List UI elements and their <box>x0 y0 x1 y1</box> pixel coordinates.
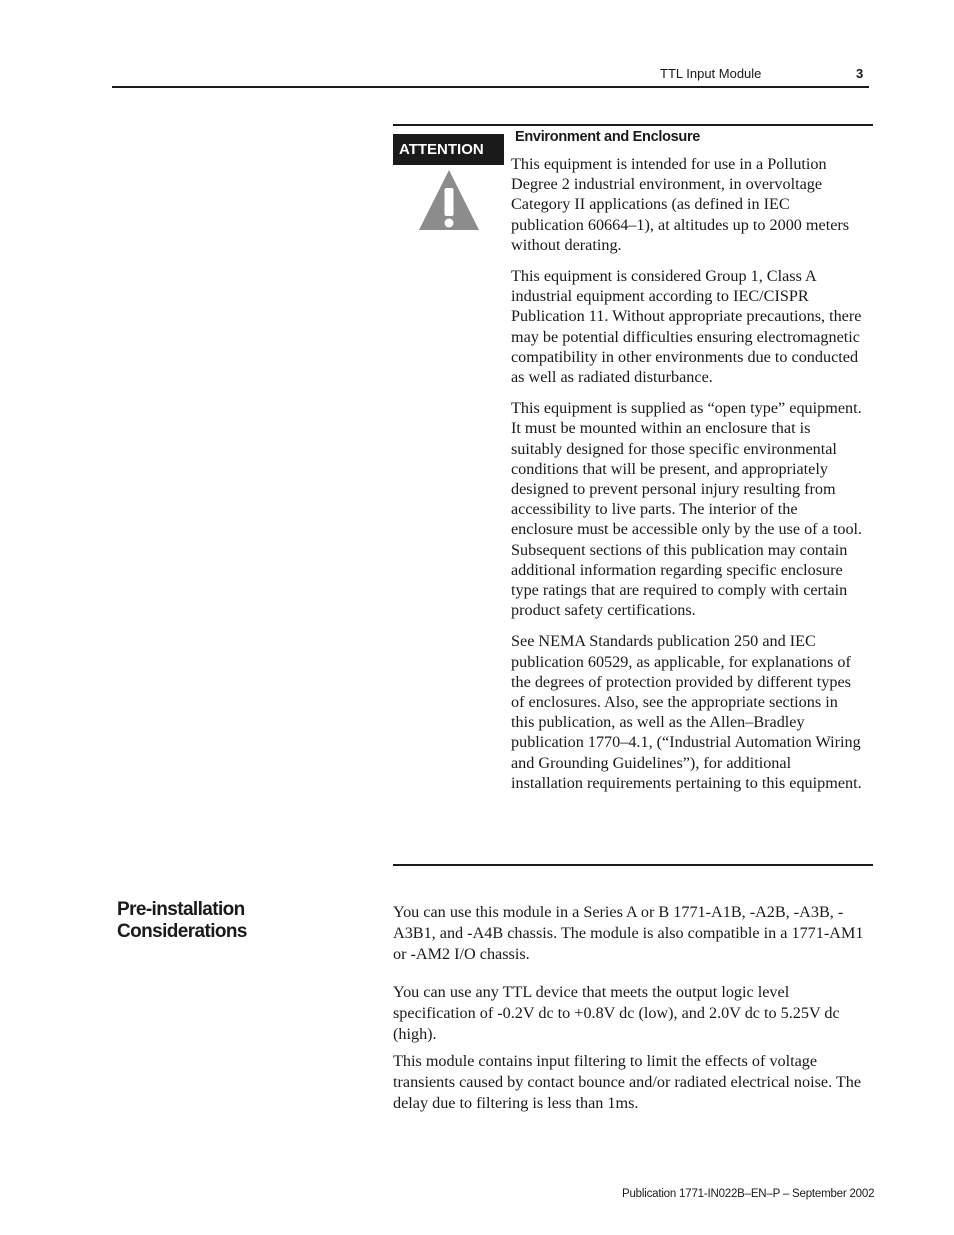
attention-body <box>511 154 863 804</box>
attention-label: ATTENTION <box>393 134 504 165</box>
attention-paragraph: This equipment is supplied as “open type” equipment. It must be mounted within an enclosure that is suitably designed for those specific environmental conditions that will be present, and appropriately designed to prevent personal injury resulting from accessibility to live parts. The interior of the enclosure must be accessible only by the use of a tool. Subsequent sections of this publication may contain additional information regarding specific enclosure type ratings that are required to comply with certain product safety certifications. <box>511 399 863 620</box>
warning-triangle-icon <box>417 168 481 232</box>
attention-paragraph: This equipment is considered Group 1, Class A industrial equipment according to IEC/CISPR Publication 11. Without appropriate precautions, there may be potential difficulties ensuring electromagnetic compatibility in other environments due to conducted as well as radiated disturbance. <box>511 267 862 387</box>
section-heading: Pre-installation Considerations <box>117 899 247 942</box>
running-title: TTL Input Module <box>660 66 762 81</box>
section-paragraph: This module contains input filtering to limit the effects of voltage transients caused by contact bounce and/or radiated electrical noise. The delay due to filtering is less than 1ms. <box>393 1052 862 1112</box>
header-rule <box>112 86 869 88</box>
attention-heading: Environment and Enclosure <box>515 129 701 145</box>
section-paragraph: You can use any TTL device that meets the output logic level specification of -0.2V dc to +0.8V dc (low), and 2.0V dc to 5.25V dc (high). <box>393 983 840 1043</box>
attention-paragraph: See NEMA Standards publication 250 and IEC publication 60529, as applicable, for explanations of the degrees of protection provided by different types of enclosures. Also, see the appropriate sections in this publication, as well as the Allen–Bradley publication 1770–4.1, (“Industrial Automation Wiring and Grounding Guidelines”), for additional installation requirements pertaining to this equipment. <box>511 632 862 792</box>
attention-paragraph: This equipment is intended for use in a Pollution Degree 2 industrial environment, in overvoltage Category II applications (as defined in IEC publication 60664–1), at altitudes up to 2000 meters without derating. <box>511 155 850 254</box>
attention-top-rule <box>393 124 873 126</box>
footer-publication: Publication 1771-IN022B–EN–P – September 2002 <box>622 1188 875 1200</box>
page-number: 3 <box>856 66 864 81</box>
attention-bottom-rule <box>393 864 873 866</box>
section-body <box>393 902 873 1114</box>
section-paragraph: You can use this module in a Series A or B 1771-A1B, -A2B, -A3B, -A3B1, and -A4B chassis. The module is also compatible in a 1771-AM1 or -AM2 I/O chassis. <box>393 903 864 963</box>
